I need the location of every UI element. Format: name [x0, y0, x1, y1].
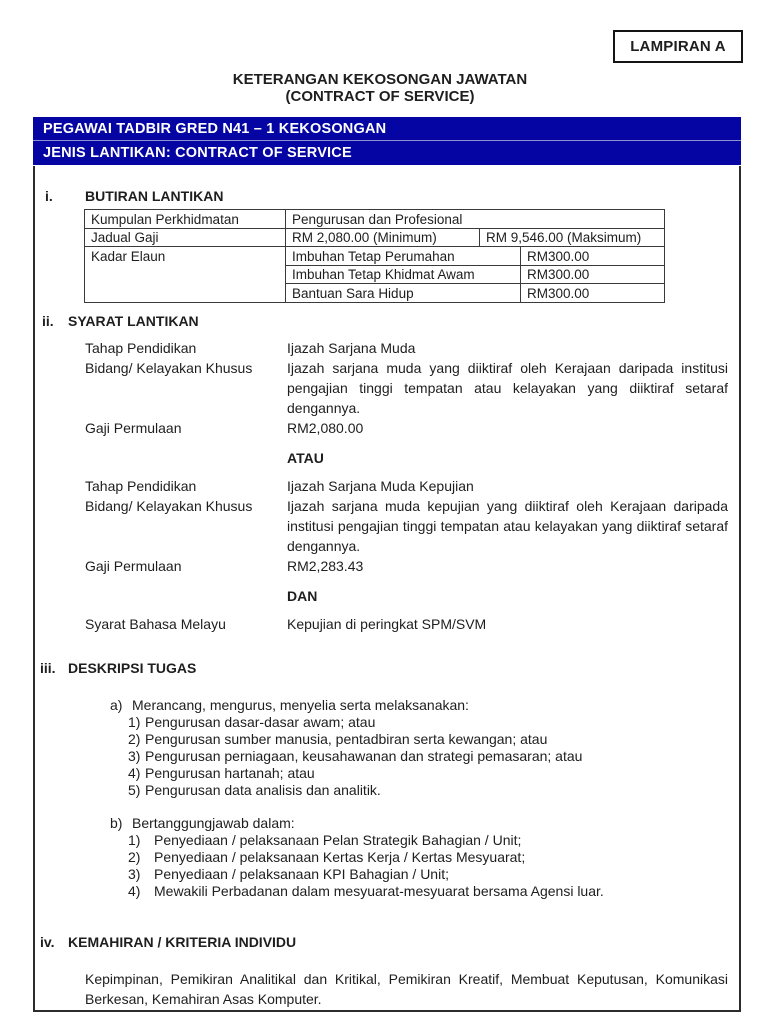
table-row-jadual-gaji [85, 228, 664, 247]
task-item-b [110, 815, 739, 832]
kumpulan-label-cell: Kumpulan Perkhidmatan [91, 211, 239, 227]
elaun-amount-cell: RM300.00 [520, 247, 664, 265]
subitem-text: Penyediaan / pelaksanaan Kertas Kerja / Kertas Mesyuarat; [154, 848, 526, 865]
subitem-marker: 5) [128, 781, 141, 798]
kv-row-bidang-2 [85, 496, 728, 556]
subitem-text: Pengurusan sumber manusia, pentadbiran serta kewangan; atau [145, 730, 548, 747]
section-deskripsi-title: DESKRIPSI TUGAS [68, 659, 197, 676]
subitem-text: Mewakili Perbadanan dalam mesyuarat-mesyuarat bersama Agensi luar. [154, 882, 604, 899]
gaji-value: RM2,080.00 [287, 419, 364, 436]
subitem-text: Pengurusan dasar-dasar awam; atau [145, 713, 376, 730]
kemahiran-paragraph: Kepimpinan, Pemikiran Analitikal dan Kritikal, Pemikiran Kreatif, Membuat Keputusan, Komunikasi Berkesan, Kemahiran Asas Komputer. [85, 970, 728, 1007]
section-butiran-heading [35, 188, 739, 205]
subitem-marker: 3) [128, 747, 141, 764]
tahap-value: Ijazah Sarjana Muda [287, 339, 416, 356]
elaun-name-cell: Bantuan Sara Hidup [292, 285, 414, 301]
kv-row-bidang-1 [85, 358, 728, 418]
kv-row-gaji-1 [85, 418, 728, 438]
elaun-row [286, 247, 664, 265]
task-subitem [128, 866, 739, 883]
connector-atau: ATAU [287, 449, 324, 466]
elaun-row [286, 265, 664, 284]
document-title-line1: KETERANGAN KEKOSONGAN JAWATAN [232, 71, 528, 88]
tahap-label: Tahap Pendidikan [85, 477, 197, 494]
section-kemahiran-heading [35, 934, 739, 951]
subitem-text: Pengurusan data analisis dan analitik. [145, 781, 381, 798]
subitem-text: Pengurusan perniagaan, keusahawanan dan strategi pemasaran; atau [145, 747, 583, 764]
table-row-kumpulan [85, 210, 664, 228]
document-title [0, 71, 760, 105]
section-butiran-title: BUTIRAN LANTIKAN [85, 188, 224, 204]
bidang-value: Ijazah sarjana muda kepujian yang diiktiraf oleh Kerajaan daripada institusi pengajian tinggi tempatan atau kelayakan yang diiktiraf setaraf dengannya. [287, 497, 728, 554]
bahasa-label: Syarat Bahasa Melayu [85, 615, 226, 632]
task-subitem [128, 782, 739, 799]
subitem-text: Penyediaan / pelaksanaan KPI Bahagian / Unit; [154, 865, 449, 882]
jadual-max-cell: RM 9,546.00 (Maksimum) [479, 229, 664, 247]
elaun-row [286, 283, 664, 302]
content-frame [33, 166, 741, 1012]
elaun-name-cell: Imbuhan Tetap Perumahan [292, 248, 455, 264]
section-deskripsi-numeral: iii. [40, 659, 56, 676]
task-subitem [128, 748, 739, 765]
kv-row-tahap-2 [85, 476, 728, 496]
task-item-a-text: Merancang, mengurus, menyelia serta melaksanakan: [132, 696, 469, 713]
task-subitem [128, 731, 739, 748]
subitem-text: Penyediaan / pelaksanaan Pelan Strategik Bahagian / Unit; [154, 831, 522, 848]
kadar-label-cell: Kadar Elaun [91, 248, 166, 264]
kv-row-gaji-2 [85, 556, 728, 576]
section-kemahiran-title: KEMAHIRAN / KRITERIA INDIVIDU [68, 933, 297, 950]
vacancy-banner [33, 117, 741, 165]
subitem-marker: 4) [128, 882, 141, 899]
subitem-text: Pengurusan hartanah; atau [145, 764, 315, 781]
gaji-label: Gaji Permulaan [85, 557, 182, 574]
lampiran-label-box [613, 30, 743, 63]
subitem-marker: 2) [128, 730, 141, 747]
bahasa-value: Kepujian di peringkat SPM/SVM [287, 615, 487, 632]
elaun-amount-cell: RM300.00 [520, 266, 664, 284]
table-row-kadar-elaun [85, 246, 664, 302]
gaji-value: RM2,283.43 [287, 557, 364, 574]
task-item-a [110, 697, 739, 714]
tahap-value: Ijazah Sarjana Muda Kepujian [287, 477, 474, 494]
connector-dan: DAN [287, 587, 318, 604]
kumpulan-value-cell: Pengurusan dan Profesional [285, 210, 664, 228]
subitem-marker: 4) [128, 764, 141, 781]
subitem-marker: 3) [128, 865, 141, 882]
task-item-b-marker: b) [110, 814, 123, 831]
elaun-amount-cell: RM300.00 [520, 284, 664, 302]
bidang-value: Ijazah sarjana muda yang diiktiraf oleh Kerajaan daripada institusi pengajian tinggi tempatan atau kelayakan yang diiktiraf setaraf dengannya. [287, 359, 728, 416]
tahap-label: Tahap Pendidikan [85, 339, 197, 356]
subitem-marker: 2) [128, 848, 141, 865]
section-butiran-numeral: i. [45, 188, 53, 204]
section-kemahiran-numeral: iv. [40, 933, 55, 950]
bidang-label: Bidang/ Kelayakan Khusus [85, 359, 253, 376]
document-title-line2: (CONTRACT OF SERVICE) [285, 88, 475, 105]
subitem-marker: 1) [128, 831, 141, 848]
kv-row-bahasa [85, 614, 728, 634]
task-item-b-text: Bertanggungjawab dalam: [132, 814, 295, 831]
task-subitem [128, 714, 739, 731]
kadar-elaun-subtable [285, 247, 664, 302]
task-subitem [128, 832, 739, 849]
task-subitem [128, 849, 739, 866]
task-subitem [128, 883, 739, 900]
section-syarat-numeral: ii. [42, 312, 54, 329]
kv-row-tahap-1 [85, 338, 728, 358]
banner-post-line: PEGAWAI TADBIR GRED N41 – 1 KEKOSONGAN [33, 117, 741, 141]
section-deskripsi-heading [35, 660, 739, 677]
butiran-table [84, 209, 665, 303]
bidang-label: Bidang/ Kelayakan Khusus [85, 497, 253, 514]
section-syarat-heading [35, 313, 739, 330]
lampiran-label: LAMPIRAN A [630, 38, 726, 55]
task-subitem [128, 765, 739, 782]
subitem-marker: 1) [128, 713, 141, 730]
jadual-label-cell: Jadual Gaji [91, 230, 159, 245]
section-syarat-title: SYARAT LANTIKAN [68, 312, 199, 329]
banner-appointment-line: JENIS LANTIKAN: CONTRACT OF SERVICE [43, 145, 352, 161]
gaji-label: Gaji Permulaan [85, 419, 182, 436]
task-item-a-marker: a) [110, 696, 123, 713]
jadual-min-cell: RM 2,080.00 (Minimum) [285, 229, 479, 247]
elaun-name-cell: Imbuhan Tetap Khidmat Awam [292, 267, 475, 282]
